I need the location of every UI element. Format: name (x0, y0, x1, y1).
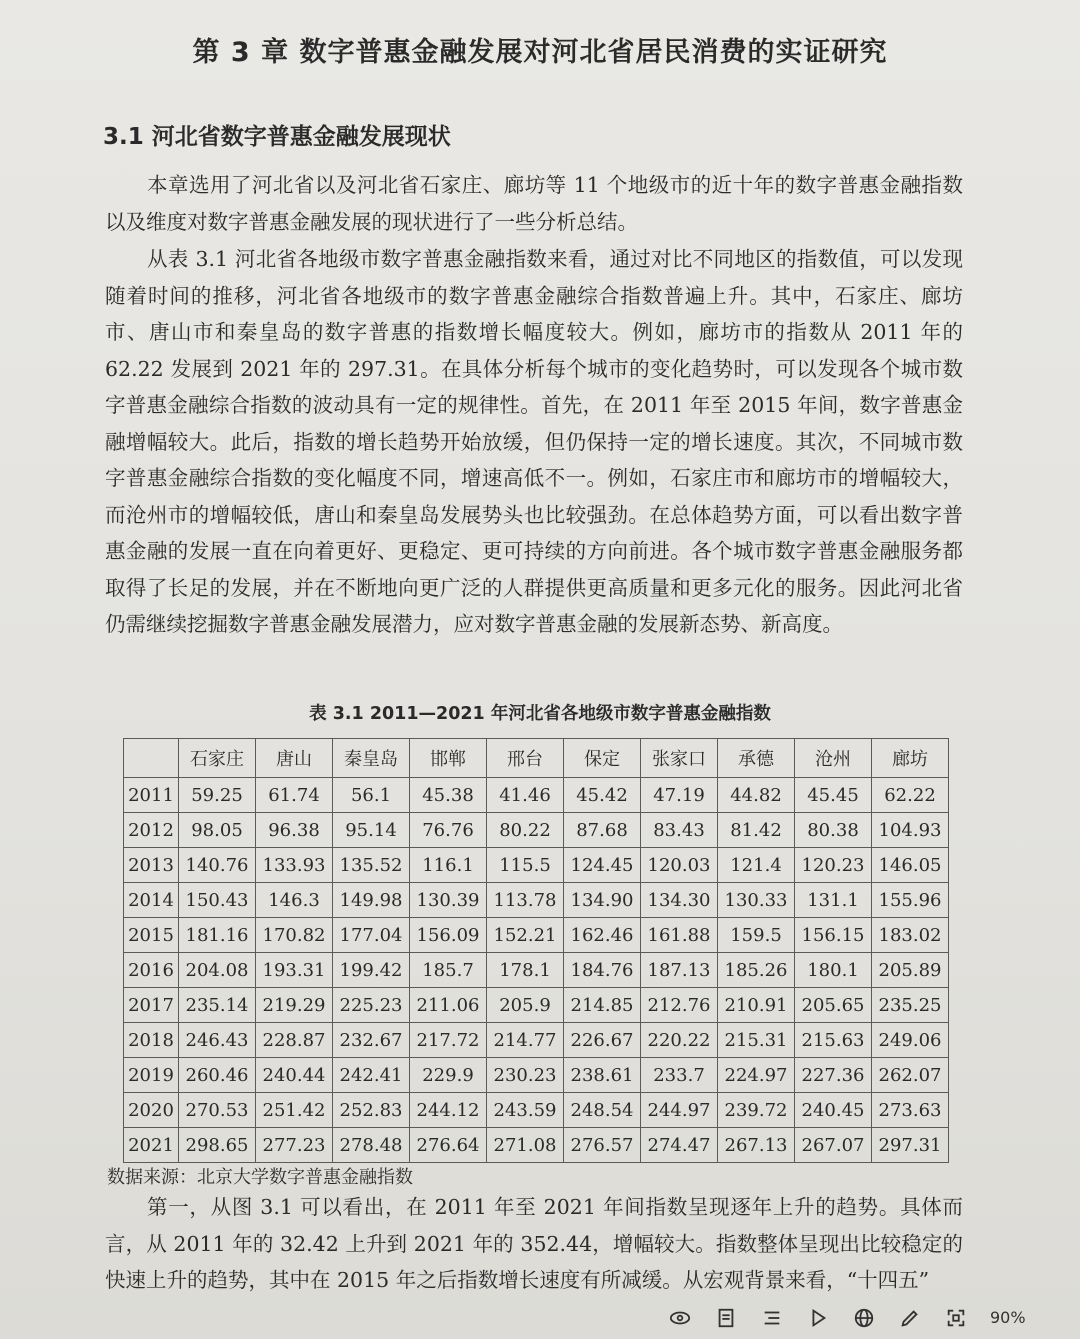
paragraph-first-point: 第一，从图 3.1 可以看出，在 2011 年至 2021 年间指数呈现逐年上升的趋势。具体而言，从 2011 年的 32.42 上升到 2021 年的 352.44，增幅较大。指数整体呈现出比较稳定的快速上升的趋势，其中在 2015 年之后指数增长速度有所减缓。从宏观背景来看，“十四五” (105, 1195, 963, 1292)
index-cell: 217.72 (410, 1023, 487, 1058)
eye-icon[interactable] (660, 1302, 700, 1334)
index-cell: 278.48 (333, 1128, 410, 1163)
index-cell: 238.61 (564, 1058, 641, 1093)
index-cell: 239.72 (718, 1093, 795, 1128)
index-cell: 215.63 (795, 1023, 872, 1058)
col-header: 张家口 (641, 739, 718, 778)
index-cell: 180.1 (795, 953, 872, 988)
index-cell: 210.91 (718, 988, 795, 1023)
index-cell: 277.23 (256, 1128, 333, 1163)
index-cell: 267.07 (795, 1128, 872, 1163)
index-cell: 204.08 (179, 953, 256, 988)
year-cell: 2011 (124, 778, 179, 813)
index-cell: 224.97 (718, 1058, 795, 1093)
index-cell: 249.06 (872, 1023, 949, 1058)
year-cell: 2013 (124, 848, 179, 883)
play-icon[interactable] (798, 1302, 838, 1334)
index-cell: 211.06 (410, 988, 487, 1023)
globe-icon[interactable] (844, 1302, 884, 1334)
index-table (123, 738, 949, 1163)
index-cell: 242.41 (333, 1058, 410, 1093)
table-row (124, 988, 949, 1023)
index-cell: 246.43 (179, 1023, 256, 1058)
index-cell: 45.45 (795, 778, 872, 813)
index-cell: 76.76 (410, 813, 487, 848)
index-cell: 134.30 (641, 883, 718, 918)
table-caption: 表 3.1 2011—2021 年河北省各地级市数字普惠金融指数 (309, 704, 771, 724)
col-header: 秦皇岛 (333, 739, 410, 778)
index-cell: 104.93 (872, 813, 949, 848)
index-cell: 131.1 (795, 883, 872, 918)
index-cell: 229.9 (410, 1058, 487, 1093)
index-cell: 276.64 (410, 1128, 487, 1163)
index-cell: 297.31 (872, 1128, 949, 1163)
index-cell: 298.65 (179, 1128, 256, 1163)
index-cell: 267.13 (718, 1128, 795, 1163)
index-cell: 235.14 (179, 988, 256, 1023)
index-cell: 270.53 (179, 1093, 256, 1128)
paragraph-intro: 本章选用了河北省以及河北省石家庄、廊坊等 11 个地级市的近十年的数字普惠金融指数以及维度对数字普惠金融发展的现状进行了一些分析总结。 (105, 173, 963, 234)
index-cell: 244.12 (410, 1093, 487, 1128)
index-cell: 87.68 (564, 813, 641, 848)
table-row (124, 1128, 949, 1163)
index-cell: 135.52 (333, 848, 410, 883)
index-cell: 185.26 (718, 953, 795, 988)
index-cell: 226.67 (564, 1023, 641, 1058)
index-cell: 130.39 (410, 883, 487, 918)
year-cell: 2016 (124, 953, 179, 988)
index-cell: 121.4 (718, 848, 795, 883)
year-cell: 2021 (124, 1128, 179, 1163)
index-cell: 214.85 (564, 988, 641, 1023)
col-header (124, 739, 179, 778)
index-cell: 146.3 (256, 883, 333, 918)
index-cell: 56.1 (333, 778, 410, 813)
index-cell: 240.45 (795, 1093, 872, 1128)
index-cell: 243.59 (487, 1093, 564, 1128)
pen-icon[interactable] (890, 1302, 930, 1334)
index-cell: 115.5 (487, 848, 564, 883)
index-cell: 205.89 (872, 953, 949, 988)
index-cell: 162.46 (564, 918, 641, 953)
index-cell: 130.33 (718, 883, 795, 918)
index-cell: 140.76 (179, 848, 256, 883)
index-cell: 214.77 (487, 1023, 564, 1058)
index-cell: 133.93 (256, 848, 333, 883)
index-cell: 187.13 (641, 953, 718, 988)
index-cell: 116.1 (410, 848, 487, 883)
table-row (124, 1093, 949, 1128)
col-header: 保定 (564, 739, 641, 778)
index-cell: 81.42 (718, 813, 795, 848)
index-cell: 178.1 (487, 953, 564, 988)
reader-toolbar (660, 1296, 1080, 1339)
index-cell: 47.19 (641, 778, 718, 813)
year-cell: 2015 (124, 918, 179, 953)
index-cell: 212.76 (641, 988, 718, 1023)
index-cell: 120.23 (795, 848, 872, 883)
index-cell: 161.88 (641, 918, 718, 953)
index-cell: 205.9 (487, 988, 564, 1023)
year-cell: 2020 (124, 1093, 179, 1128)
index-cell: 271.08 (487, 1128, 564, 1163)
year-cell: 2019 (124, 1058, 179, 1093)
index-cell: 44.82 (718, 778, 795, 813)
index-cell: 80.22 (487, 813, 564, 848)
index-cell: 152.21 (487, 918, 564, 953)
table-row (124, 1058, 949, 1093)
table-row (124, 778, 949, 813)
index-cell: 146.05 (872, 848, 949, 883)
index-cell: 156.15 (795, 918, 872, 953)
index-cell: 235.25 (872, 988, 949, 1023)
index-cell: 227.36 (795, 1058, 872, 1093)
paragraph-analysis: 从表 3.1 河北省各地级市数字普惠金融指数来看，通过对比不同地区的指数值，可以发现随着时间的推移，河北省各地级市的数字普惠金融综合指数普遍上升。其中，石家庄、廊坊市、唐山市和秦皇岛的数字普惠的指数增长幅度较大。例如，廊坊市的指数从 2011 年的 62.22 发展到 2021 年的 297.31。在具体分析每个城市的变化趋势时，可以发现各个城市数字普惠金融综合指数的波动具有一定的规律性。首先，在 2011 年至 2015 年间，数字普惠金融增幅较大。此后，指数的增长趋势开始放缓，但仍保持一定的增长速度。其次，不同城市数字普惠金融综合指数的变化幅度不同，增速高低不一。例如，石家庄市和廊坊市的增幅较大，而沧州市的增幅较低，唐山和秦皇岛发展势头也比较强劲。在总体趋势方面，可以看出数字普惠金融的发展一直在向着更好、更稳定、更可持续的方向前进。各个城市数字普惠金融服务都取得了长足的发展，并在不断地向更广泛的人群提供更高质量和更多元化的服务。因此河北省仍需继续挖掘数字普惠金融发展潜力，应对数字普惠金融的发展新态势、新高度。 (105, 247, 963, 636)
index-cell: 274.47 (641, 1128, 718, 1163)
index-cell: 205.65 (795, 988, 872, 1023)
index-cell: 233.7 (641, 1058, 718, 1093)
index-cell: 177.04 (333, 918, 410, 953)
index-cell: 95.14 (333, 813, 410, 848)
index-cell: 193.31 (256, 953, 333, 988)
col-header: 石家庄 (179, 739, 256, 778)
index-cell: 276.57 (564, 1128, 641, 1163)
chapter-title: 第 3 章 数字普惠金融发展对河北省居民消费的实证研究 (192, 37, 888, 68)
year-cell: 2018 (124, 1023, 179, 1058)
col-header: 廊坊 (872, 739, 949, 778)
index-cell: 230.23 (487, 1058, 564, 1093)
index-cell: 170.82 (256, 918, 333, 953)
index-cell: 260.46 (179, 1058, 256, 1093)
index-cell: 251.42 (256, 1093, 333, 1128)
page-view-icon[interactable] (706, 1302, 746, 1334)
index-cell: 98.05 (179, 813, 256, 848)
col-header: 唐山 (256, 739, 333, 778)
zoom-level[interactable]: 90% (990, 1308, 1026, 1327)
outline-icon[interactable] (752, 1302, 792, 1334)
index-cell: 124.45 (564, 848, 641, 883)
col-header: 邢台 (487, 739, 564, 778)
index-cell: 61.74 (256, 778, 333, 813)
index-cell: 228.87 (256, 1023, 333, 1058)
table-row (124, 883, 949, 918)
index-cell: 273.63 (872, 1093, 949, 1128)
index-cell: 252.83 (333, 1093, 410, 1128)
index-cell: 120.03 (641, 848, 718, 883)
index-cell: 149.98 (333, 883, 410, 918)
col-header: 邯郸 (410, 739, 487, 778)
index-cell: 240.44 (256, 1058, 333, 1093)
col-header: 承德 (718, 739, 795, 778)
index-cell: 80.38 (795, 813, 872, 848)
index-cell: 248.54 (564, 1093, 641, 1128)
index-cell: 156.09 (410, 918, 487, 953)
table-row (124, 848, 949, 883)
index-cell: 185.7 (410, 953, 487, 988)
index-cell: 150.43 (179, 883, 256, 918)
section-title: 3.1 河北省数字普惠金融发展现状 (103, 124, 451, 150)
index-cell: 184.76 (564, 953, 641, 988)
col-header: 沧州 (795, 739, 872, 778)
year-cell: 2017 (124, 988, 179, 1023)
index-cell: 232.67 (333, 1023, 410, 1058)
table-header-row (124, 739, 949, 778)
index-cell: 62.22 (872, 778, 949, 813)
index-cell: 59.25 (179, 778, 256, 813)
index-cell: 183.02 (872, 918, 949, 953)
index-cell: 45.38 (410, 778, 487, 813)
table-source: 数据来源：北京大学数字普惠金融指数 (107, 1167, 413, 1188)
fit-screen-icon[interactable] (936, 1302, 976, 1334)
index-cell: 215.31 (718, 1023, 795, 1058)
index-cell: 225.23 (333, 988, 410, 1023)
index-cell: 41.46 (487, 778, 564, 813)
index-cell: 219.29 (256, 988, 333, 1023)
index-cell: 155.96 (872, 883, 949, 918)
index-cell: 45.42 (564, 778, 641, 813)
table-row (124, 1023, 949, 1058)
index-cell: 262.07 (872, 1058, 949, 1093)
index-cell: 134.90 (564, 883, 641, 918)
index-cell: 220.22 (641, 1023, 718, 1058)
index-cell: 159.5 (718, 918, 795, 953)
index-cell: 113.78 (487, 883, 564, 918)
index-cell: 96.38 (256, 813, 333, 848)
index-cell: 244.97 (641, 1093, 718, 1128)
year-cell: 2014 (124, 883, 179, 918)
index-cell: 199.42 (333, 953, 410, 988)
index-cell: 83.43 (641, 813, 718, 848)
table-row (124, 918, 949, 953)
table-row (124, 813, 949, 848)
table-row (124, 953, 949, 988)
year-cell: 2012 (124, 813, 179, 848)
index-cell: 181.16 (179, 918, 256, 953)
